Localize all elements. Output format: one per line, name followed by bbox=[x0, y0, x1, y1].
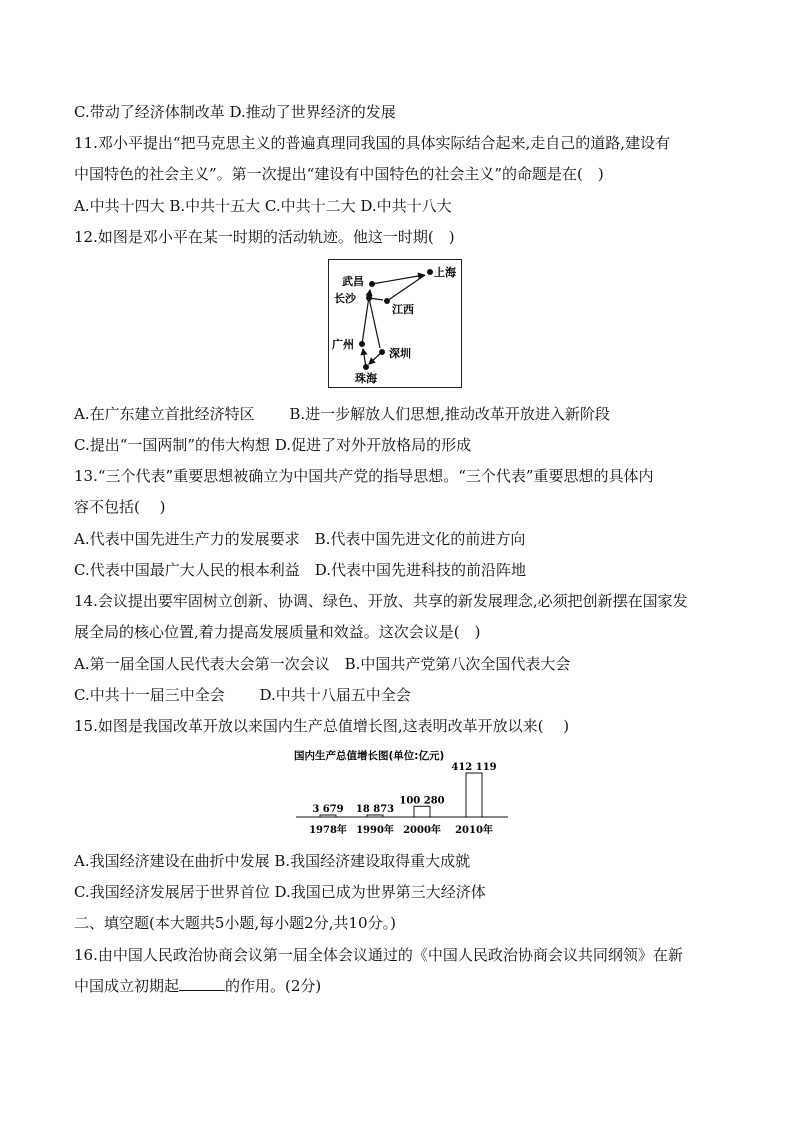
map-label-wuchang: 武昌 bbox=[342, 275, 364, 288]
gdp-growth-chart bbox=[294, 745, 512, 841]
route-jiangxi-shanghai bbox=[387, 275, 425, 301]
route-zhuhai-guangzhou bbox=[363, 349, 366, 367]
section-2-heading: 二、填空题(本大题共5小题,每小题2分,共10分。) bbox=[74, 914, 396, 932]
map-label-jiangxi: 江西 bbox=[392, 303, 414, 316]
chart-category-label: 2000年 bbox=[403, 825, 441, 836]
q12-options-ab: A.在广东建立首批经济特区 B.进一步解放人们思想,推动改革开放进入新阶段 bbox=[74, 405, 610, 423]
q16-text-pre: 中国成立初期起 bbox=[74, 977, 180, 995]
q14-options-cd: C.中共十一届三中全会 D.中共十八届五中全会 bbox=[74, 686, 411, 704]
map-dot-shanghai bbox=[427, 269, 433, 275]
q11-options: A.中共十四大 B.中共十五大 C.中共十二大 D.中共十八大 bbox=[74, 197, 452, 215]
q13-options-ab: A.代表中国先进生产力的发展要求 B.代表中国先进文化的前进方向 bbox=[74, 530, 526, 548]
q14-stem-line1: 14.会议提出要牢固树立创新、协调、绿色、开放、共享的新发展理念,必须把创新摆在国家发 bbox=[74, 592, 688, 610]
q14-stem-line2: 展全局的核心位置,着力提高发展质量和效益。这次会议是( ) bbox=[74, 623, 481, 641]
map-label-shanghai: 上海 bbox=[434, 266, 456, 279]
q12-stem: 12.如图是邓小平在某一时期的活动轨迹。他这一时期( ) bbox=[74, 228, 455, 246]
chart-bar bbox=[367, 815, 383, 817]
deng-route-map bbox=[328, 259, 462, 388]
chart-title: 国内生产总值增长图(单位:亿元) bbox=[294, 750, 445, 762]
q12-options-cd: C.提出“一国两制”的伟大构想 D.促进了对外开放格局的形成 bbox=[74, 436, 472, 454]
chart-value-label: 100 280 bbox=[399, 795, 445, 807]
gdp-chart-svg bbox=[294, 745, 512, 841]
map-label-zhuhai: 珠海 bbox=[355, 372, 377, 385]
route-wuchang-shanghai bbox=[372, 275, 424, 284]
route-shenzhen-zhuhai bbox=[369, 352, 382, 364]
chart-value-label: 18 873 bbox=[355, 803, 395, 815]
q16-text-post: 的作用。(2分) bbox=[225, 977, 322, 995]
q11-stem-line1: 11.邓小平提出“把马克思主义的普遍真理同我国的具体实际结合起来,走自己的道路,建设有 bbox=[74, 134, 671, 152]
chart-bar bbox=[466, 773, 482, 817]
q11-stem-line2: 中国特色的社会主义”。第一次提出“建设有中国特色的社会主义”的命题是在( ) bbox=[74, 165, 604, 183]
map-label-guangzhou: 广州 bbox=[332, 338, 354, 351]
route-changsha-shenzhen bbox=[369, 298, 380, 348]
chart-bar bbox=[414, 806, 430, 817]
chart-value-label: 412 119 bbox=[451, 762, 497, 773]
q16-answer-blank bbox=[179, 976, 225, 991]
map-label-shenzhen: 深圳 bbox=[389, 347, 411, 360]
chart-category-label: 2010年 bbox=[455, 825, 493, 836]
map-label-changsha: 长沙 bbox=[334, 292, 356, 305]
q10-options-cd: C.带动了经济体制改革 D.推动了世界经济的发展 bbox=[74, 103, 396, 121]
q15-options-cd: C.我国经济发展居于世界首位 D.我国已成为世界第三大经济体 bbox=[74, 883, 486, 901]
q15-options-ab: A.我国经济建设在曲折中发展 B.我国经济建设取得重大成就 bbox=[74, 852, 471, 870]
q13-stem-line2: 容不包括( ) bbox=[74, 498, 166, 516]
chart-category-label: 1990年 bbox=[356, 825, 394, 836]
q16-stem-line1: 16.由中国人民政治协商会议第一届全体会议通过的《中国人民政治协商会议共同纲领》在新 bbox=[74, 946, 683, 964]
q13-stem-line1: 13.“三个代表”重要思想被确立为中国共产党的指导思想。“三个代表”重要思想的具体内 bbox=[74, 467, 654, 485]
chart-category-label: 1978年 bbox=[309, 825, 347, 836]
chart-bar bbox=[320, 815, 336, 817]
q15-stem: 15.如图是我国改革开放以来国内生产总值增长图,这表明改革开放以来( ) bbox=[74, 717, 570, 735]
q13-options-cd: C.代表中国最广大人民的根本利益 D.代表中国先进科技的前沿阵地 bbox=[74, 561, 526, 579]
q16-stem-line2 bbox=[74, 976, 321, 996]
chart-value-label: 3 679 bbox=[312, 804, 344, 815]
q14-options-ab: A.第一届全国人民代表大会第一次会议 B.中国共产党第八次全国代表大会 bbox=[74, 655, 571, 673]
